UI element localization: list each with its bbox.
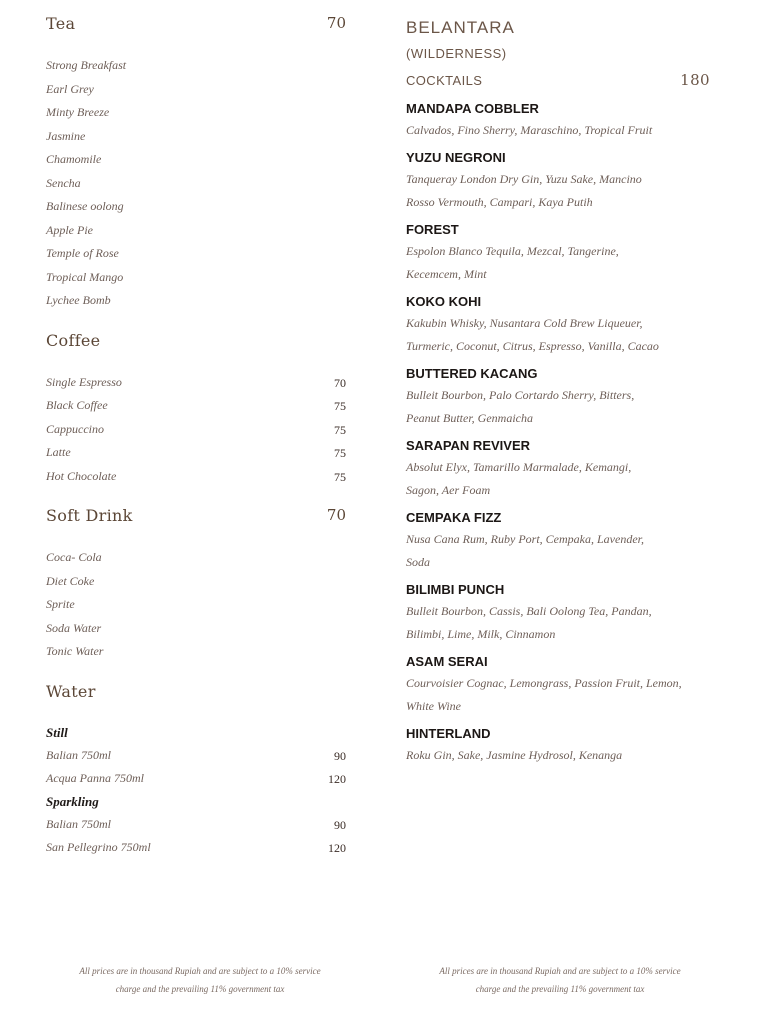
- item-price: 70: [334, 375, 346, 390]
- cocktail-description: Espolon Blanco Tequila, Mezcal, Tangerine,: [406, 244, 619, 258]
- menu-item: [46, 148, 346, 172]
- cocktail-name: YUZU NEGRONI: [406, 150, 506, 165]
- item-price: 75: [334, 469, 346, 484]
- cocktail-item: [406, 724, 746, 767]
- menu-item: [46, 195, 346, 219]
- soft-drink-header: [46, 506, 346, 532]
- menu-item: [46, 836, 346, 860]
- right-column: [406, 18, 746, 767]
- brand-name: BELANTARA: [406, 18, 515, 37]
- cocktail-description: Sagon, Aer Foam: [406, 483, 491, 497]
- item-name: Acqua Panna 750ml: [46, 771, 144, 785]
- left-column: [46, 14, 346, 860]
- item-name: Balian 750ml: [46, 747, 111, 762]
- menu-item: [46, 617, 346, 641]
- cocktail-description: Bilimbi, Lime, Milk, Cinnamon: [406, 627, 556, 641]
- cocktail-name: HINTERLAND: [406, 726, 491, 741]
- menu-item: [46, 266, 346, 290]
- item-price: 75: [334, 446, 346, 460]
- menu-item: [46, 546, 346, 570]
- item-name: Soda Water: [46, 620, 102, 635]
- item-name: Balinese oolong: [46, 199, 124, 213]
- tea-price: 70: [326, 14, 346, 32]
- item-name: San Pellegrino 750ml: [46, 840, 151, 854]
- cocktail-description: Soda: [406, 555, 430, 569]
- item-name: Black Coffee: [46, 398, 108, 412]
- item-name: Lychee Bomb: [46, 293, 111, 307]
- menu-item: [46, 289, 346, 313]
- cocktail-description: Kakubin Whisky, Nusantara Cold Brew Liqueuer,: [406, 316, 643, 330]
- cocktail-item: [406, 292, 746, 358]
- menu-item: [46, 744, 346, 768]
- water-header: [46, 682, 346, 708]
- cocktail-item: [406, 99, 746, 142]
- menu-item: [46, 813, 346, 837]
- footer-note-left: [50, 962, 350, 998]
- cocktail-name: CEMPAKA FIZZ: [406, 510, 502, 525]
- menu-item: [46, 465, 346, 489]
- cocktails-title: COCKTAILS: [406, 73, 483, 88]
- cocktail-item: [406, 220, 746, 286]
- coffee-list: [46, 371, 346, 489]
- cocktail-description: Absolut Elyx, Tamarillo Marmalade, Kemangi,: [406, 460, 632, 474]
- cocktails-header: [406, 73, 746, 93]
- item-name: Tropical Mango: [46, 269, 124, 284]
- cocktail-item: [406, 436, 746, 502]
- menu-item: [46, 640, 346, 664]
- cocktail-item: [406, 364, 746, 430]
- still-water-list: [46, 744, 346, 791]
- item-price: 90: [334, 748, 346, 763]
- menu-item: [46, 125, 346, 149]
- tea-header: [46, 14, 346, 40]
- cocktail-item: [406, 148, 746, 214]
- item-name: Chamomile: [46, 152, 102, 166]
- cocktail-name: BUTTERED KACANG: [406, 366, 538, 381]
- menu-item: [46, 54, 346, 78]
- sparkling-label: Sparkling: [46, 793, 99, 809]
- menu-item: [46, 101, 346, 125]
- footer-line-2: charge and the prevailing 11% government tax: [475, 984, 645, 994]
- cocktail-description: Calvados, Fino Sherry, Maraschino, Tropical Fruit: [406, 123, 653, 137]
- menu-item: [46, 767, 346, 791]
- cocktail-item: [406, 580, 746, 646]
- item-name: Cappuccino: [46, 421, 104, 436]
- cocktail-description: Turmeric, Coconut, Citrus, Espresso, Vanilla, Cacao: [406, 339, 659, 353]
- menu-item: [46, 441, 346, 465]
- cocktail-name: FOREST: [406, 222, 459, 237]
- item-name: Balian 750ml: [46, 816, 111, 831]
- cocktail-name: ASAM SERAI: [406, 654, 488, 669]
- soft-drink-price: 70: [326, 506, 346, 524]
- item-name: Coca- Cola: [46, 550, 102, 564]
- menu-item: [46, 593, 346, 617]
- item-price: 120: [328, 841, 346, 855]
- cocktail-description: Bulleit Bourbon, Cassis, Bali Oolong Tea, Pandan,: [406, 604, 652, 618]
- item-name: Temple of Rose: [46, 246, 119, 260]
- cocktail-description: Bulleit Bourbon, Palo Cortardo Sherry, Bitters,: [406, 388, 635, 402]
- footer-line-2: charge and the prevailing 11% government tax: [115, 984, 285, 994]
- cocktail-name: BILIMBI PUNCH: [406, 582, 505, 597]
- item-name: Hot Chocolate: [46, 468, 117, 483]
- cocktail-description: Nusa Cana Rum, Ruby Port, Cempaka, Lavender,: [406, 532, 644, 546]
- cocktail-description: White Wine: [406, 699, 461, 713]
- item-price: 75: [334, 399, 346, 413]
- cocktail-description: Rosso Vermouth, Campari, Kaya Putih: [406, 195, 593, 209]
- menu-item: [46, 394, 346, 418]
- still-label: Still: [46, 724, 68, 740]
- menu-item: [46, 242, 346, 266]
- cocktail-name: KOKO KOHI: [406, 294, 482, 309]
- soft-drink-list: [46, 546, 346, 664]
- item-name: Minty Breeze: [46, 105, 110, 119]
- water-title: Water: [46, 681, 96, 701]
- cocktail-description: Roku Gin, Sake, Jasmine Hydrosol, Kenanga: [406, 748, 623, 762]
- coffee-title: Coffee: [46, 330, 101, 350]
- menu-item: [46, 418, 346, 442]
- coffee-header: [46, 331, 346, 357]
- item-name: Sprite: [46, 597, 75, 611]
- cocktail-description: Kecemcem, Mint: [406, 267, 487, 281]
- menu-item: [46, 172, 346, 196]
- menu-item: [46, 78, 346, 102]
- menu-item: [46, 219, 346, 243]
- cocktail-item: [406, 652, 746, 718]
- item-name: Strong Breakfast: [46, 58, 127, 72]
- item-name: Tonic Water: [46, 644, 104, 658]
- cocktail-name: MANDAPA COBBLER: [406, 101, 539, 116]
- sparkling-water-list: [46, 813, 346, 860]
- item-name: Single Espresso: [46, 374, 122, 389]
- cocktail-name: SARAPAN REVIVER: [406, 438, 531, 453]
- brand-subtitle: (WILDERNESS): [406, 46, 507, 61]
- item-price: 120: [328, 772, 346, 786]
- footer-line-1: All prices are in thousand Rupiah and are subject to a 10% service: [439, 966, 681, 976]
- soft-drink-title: Soft Drink: [46, 506, 133, 525]
- item-price: 75: [334, 422, 346, 437]
- cocktails-price: 180: [680, 71, 710, 89]
- cocktail-description: Tanqueray London Dry Gin, Yuzu Sake, Mancino: [406, 172, 642, 186]
- cocktail-description: Peanut Butter, Genmaicha: [406, 411, 533, 425]
- item-name: Latte: [46, 445, 71, 459]
- menu-item: [46, 371, 346, 395]
- menu-item: [46, 570, 346, 594]
- cocktail-list: [406, 99, 746, 767]
- footer-line-1: All prices are in thousand Rupiah and are subject to a 10% service: [79, 966, 321, 976]
- item-price: 90: [334, 817, 346, 832]
- item-name: Earl Grey: [46, 81, 94, 96]
- tea-title: Tea: [46, 14, 76, 33]
- item-name: Diet Coke: [46, 573, 95, 588]
- item-name: Jasmine: [46, 128, 86, 143]
- footer-note-right: [410, 962, 710, 998]
- cocktail-item: [406, 508, 746, 574]
- tea-list: [46, 54, 346, 313]
- item-name: Apple Pie: [46, 222, 93, 237]
- cocktail-description: Courvoisier Cognac, Lemongrass, Passion Fruit, Lemon,: [406, 676, 682, 690]
- item-name: Sencha: [46, 175, 81, 190]
